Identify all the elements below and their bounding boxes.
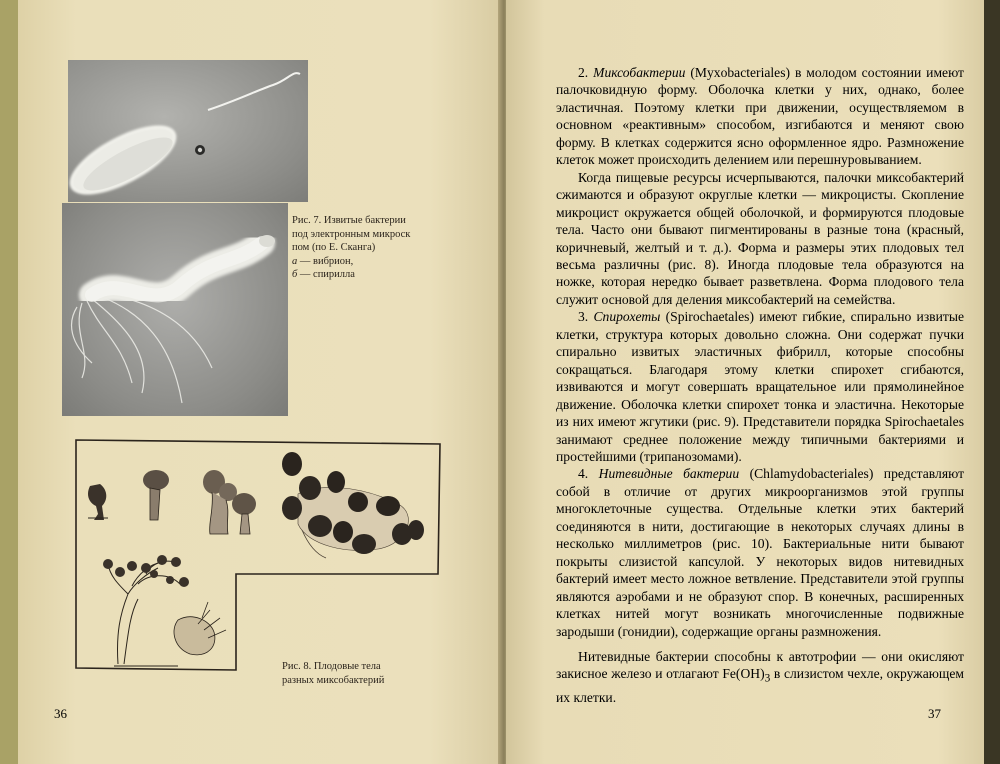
fig7-item-a-text: — вибрион, [297, 255, 354, 267]
paragraph-spirochetes [556, 308, 964, 465]
p1-num: 2. [578, 65, 594, 80]
figure-7a-vibrion-photo [68, 60, 308, 202]
figure-7-caption [292, 214, 472, 282]
p3-num: 3. [578, 309, 594, 325]
page-number-left: 36 [54, 706, 67, 721]
figure-8-fruiting-bodies-drawing [58, 434, 450, 674]
p5-body: Нитевидные бактерии способны к автотрофии — они окисляют закисное железо и отлагают Fe(OH) [556, 648, 964, 682]
paragraph-myxobacteria [556, 64, 964, 169]
p4-body: (Chlamydobacteriales) представляют собой в отличие от других микроорганизмов этой группы многоклеточные существа. Отдельные клетки этих бактерий соединяются в нити, достигающие в некоторых случаях длины в несколько миллиметров (рис. 10). Бактериальные нити бывают покрыты слизистой капсулой. У некоторых видов нитевидных бактерий имеет место ложное ветвление. Представители этой группы являются аэробами и не образуют спор. В конечных, расширенных клетках нитей могут возникать многочисленные подвижные зародыши (гонидии), содержащие органы размножения. [556, 466, 965, 639]
paragraph-filamentous-bacteria [556, 465, 964, 640]
term-myxobacteria: Миксобактерии [593, 65, 686, 80]
figure-8-caption [282, 660, 462, 687]
fig8-caption-line2: разных миксобактерий [282, 674, 385, 686]
right-background-edge [984, 0, 1000, 764]
p5-subscript: 3 [764, 673, 771, 686]
p3-body: (Spirochaetales) имеют гибкие, спирально извитые клетки, структура которых довольно сложна. Они содержат пучки спирально извитых эластичных фибрилл, которые способны сокращаться. Благодаря этому клетки спирохет сгибаются, извиваются и могут совершать вращательное или прямолинейное движение. Оболочка клетки спирохет тонка и эластична. Некоторые из них имеют жгутики (рис. 9). Представители порядка Spirochaetales занимают среднее положение между типичными бактериями и простейшими (трипанозомами). [556, 309, 964, 464]
fruiting-body-fan [174, 602, 226, 655]
fig7-caption-item-a [292, 255, 472, 269]
p1-body: (Myxobacteriales) в молодом состоянии имеют палочковидную форму. Оболочка клетки у них, однако, более эластичная. Поэтому клетки при движении, осуществляемом в основном «реактивным» способом, изгибаются и меняют свою форму. В клетках содержится ясно оформленное ядро. Размножение клеток может происходить делением или перешнуровыванием. [556, 65, 964, 168]
term-spirochetes: Спирохеты [593, 309, 661, 325]
figure-7b-spirilla-photo [62, 203, 288, 416]
term-filamentous-bacteria: Нитевидные бактерии [598, 466, 740, 482]
fruiting-body-3 [203, 470, 256, 534]
paragraph-autotrophy [556, 648, 964, 706]
fig7-item-a-key: а [292, 255, 298, 267]
fruiting-body-cluster [282, 452, 424, 558]
fig7-caption-item-b [292, 268, 472, 282]
fruiting-body-2 [143, 470, 169, 520]
fig7-caption-line3: пом (по Е. Сканга) [292, 242, 376, 253]
fruiting-body-1 [88, 484, 108, 520]
right-page-body [556, 64, 964, 706]
fig8-caption-line1: Рис. 8. Плодовые тела [282, 661, 381, 672]
fig7-caption-line2: под электронным микроск [292, 228, 411, 240]
fig7-caption-line1: Рис. 7. Извитые бактерии [292, 215, 406, 226]
tree-spore-heads [103, 555, 189, 587]
p5-tail: в слизистом чехле, окружающем их клетки. [556, 666, 964, 705]
fig7-item-b-key: б [292, 269, 298, 280]
fig7-item-b-text: — спирилла [297, 269, 355, 280]
paragraph-microcysts: Когда пищевые ресурсы исчерпываются, палочки миксобактерий сжимаются и образуют округлые клетки — микроцисты. Скопление микроцист окружается общей оболочкой, и формируются плодовые тела. Часто они бывают пигментированы в разные тона (красный, коричневый, желтый и т. д.). Форма и размеры этих плодовых тел весьма различны (рис. 8). Иногда плодовые тела образуются на ножке, которая нередко бывает разветвлена. Форма плодового тела служит основой для деления миксобактерий на семейства. [556, 169, 964, 307]
page-number-right: 37 [928, 706, 941, 721]
p4-num: 4. [578, 466, 599, 482]
